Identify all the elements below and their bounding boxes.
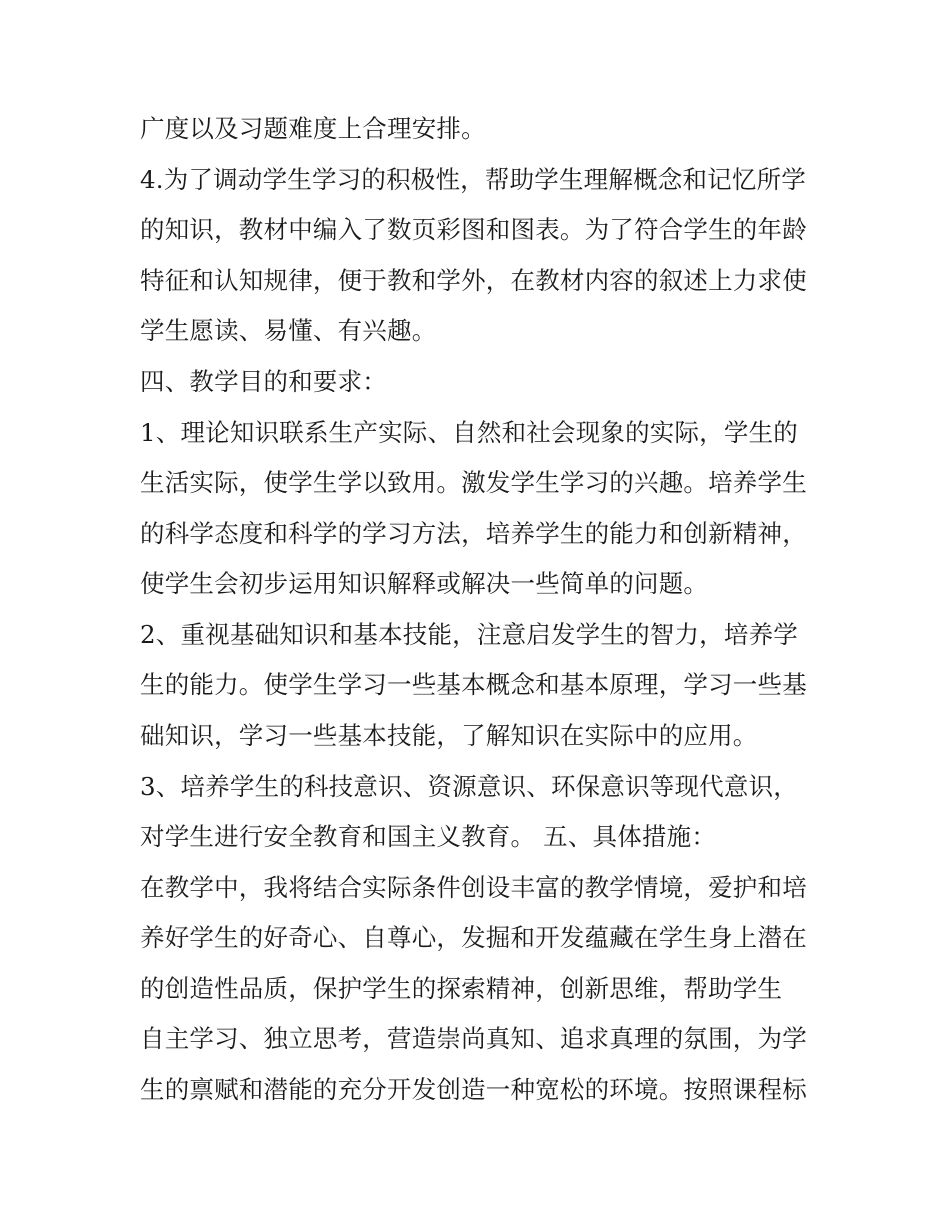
text-line-12: 生的能力。使学生学习一些基本概念和基本原理，学习一些基	[140, 670, 807, 699]
text-line-19: 自主学习、独立思考，营造崇尚真知、追求真理的氛围，为学	[140, 1024, 807, 1053]
text-line-13: 础知识，学习一些基本技能，了解知识在实际中的应用。	[140, 721, 758, 750]
text-line-2: 4.为了调动学生学习的积极性，帮助学生理解概念和记忆所学	[140, 165, 806, 194]
section-heading-four: 四、教学目的和要求：	[140, 367, 387, 396]
text-line-15: 对学生进行安全教育和国主义教育。 五、具体措施：	[140, 822, 717, 851]
text-line-11: 2、重视基础知识和基本技能，注意启发学生的智力，培养学	[140, 620, 798, 649]
text-line-1: 广度以及习题难度上合理安排。	[140, 114, 486, 143]
text-line-3: 的知识，教材中编入了数页彩图和图表。为了符合学生的年龄	[140, 215, 807, 244]
text-line-18: 的创造性品质，保护学生的探索精神，创新思维，帮助学生	[140, 974, 783, 1003]
text-line-16: 在教学中，我将结合实际条件创设丰富的教学情境，爱护和培	[140, 873, 807, 902]
text-line-7: 1、理论知识联系生产实际、自然和社会现象的实际，学生的	[140, 418, 798, 447]
text-line-14: 3、培养学生的科技意识、资源意识、环保意识等现代意识，	[140, 772, 798, 801]
text-line-4: 特征和认知规律，便于教和学外，在教材内容的叙述上力求使	[140, 266, 807, 295]
text-line-9: 的科学态度和科学的学习方法，培养学生的能力和创新精神，	[140, 519, 807, 548]
text-line-8: 生活实际，使学生学以致用。激发学生学习的兴趣。培养学生	[140, 468, 807, 497]
text-line-17: 养好学生的好奇心、自尊心，发掘和开发蕴藏在学生身上潜在	[140, 923, 807, 952]
text-line-10: 使学生会初步运用知识解释或解决一些简单的问题。	[140, 569, 709, 598]
text-line-20: 生的禀赋和潜能的充分开发创造一种宽松的环境。按照课程标	[140, 1075, 807, 1104]
text-line-5: 学生愿读、易懂、有兴趣。	[140, 316, 437, 345]
